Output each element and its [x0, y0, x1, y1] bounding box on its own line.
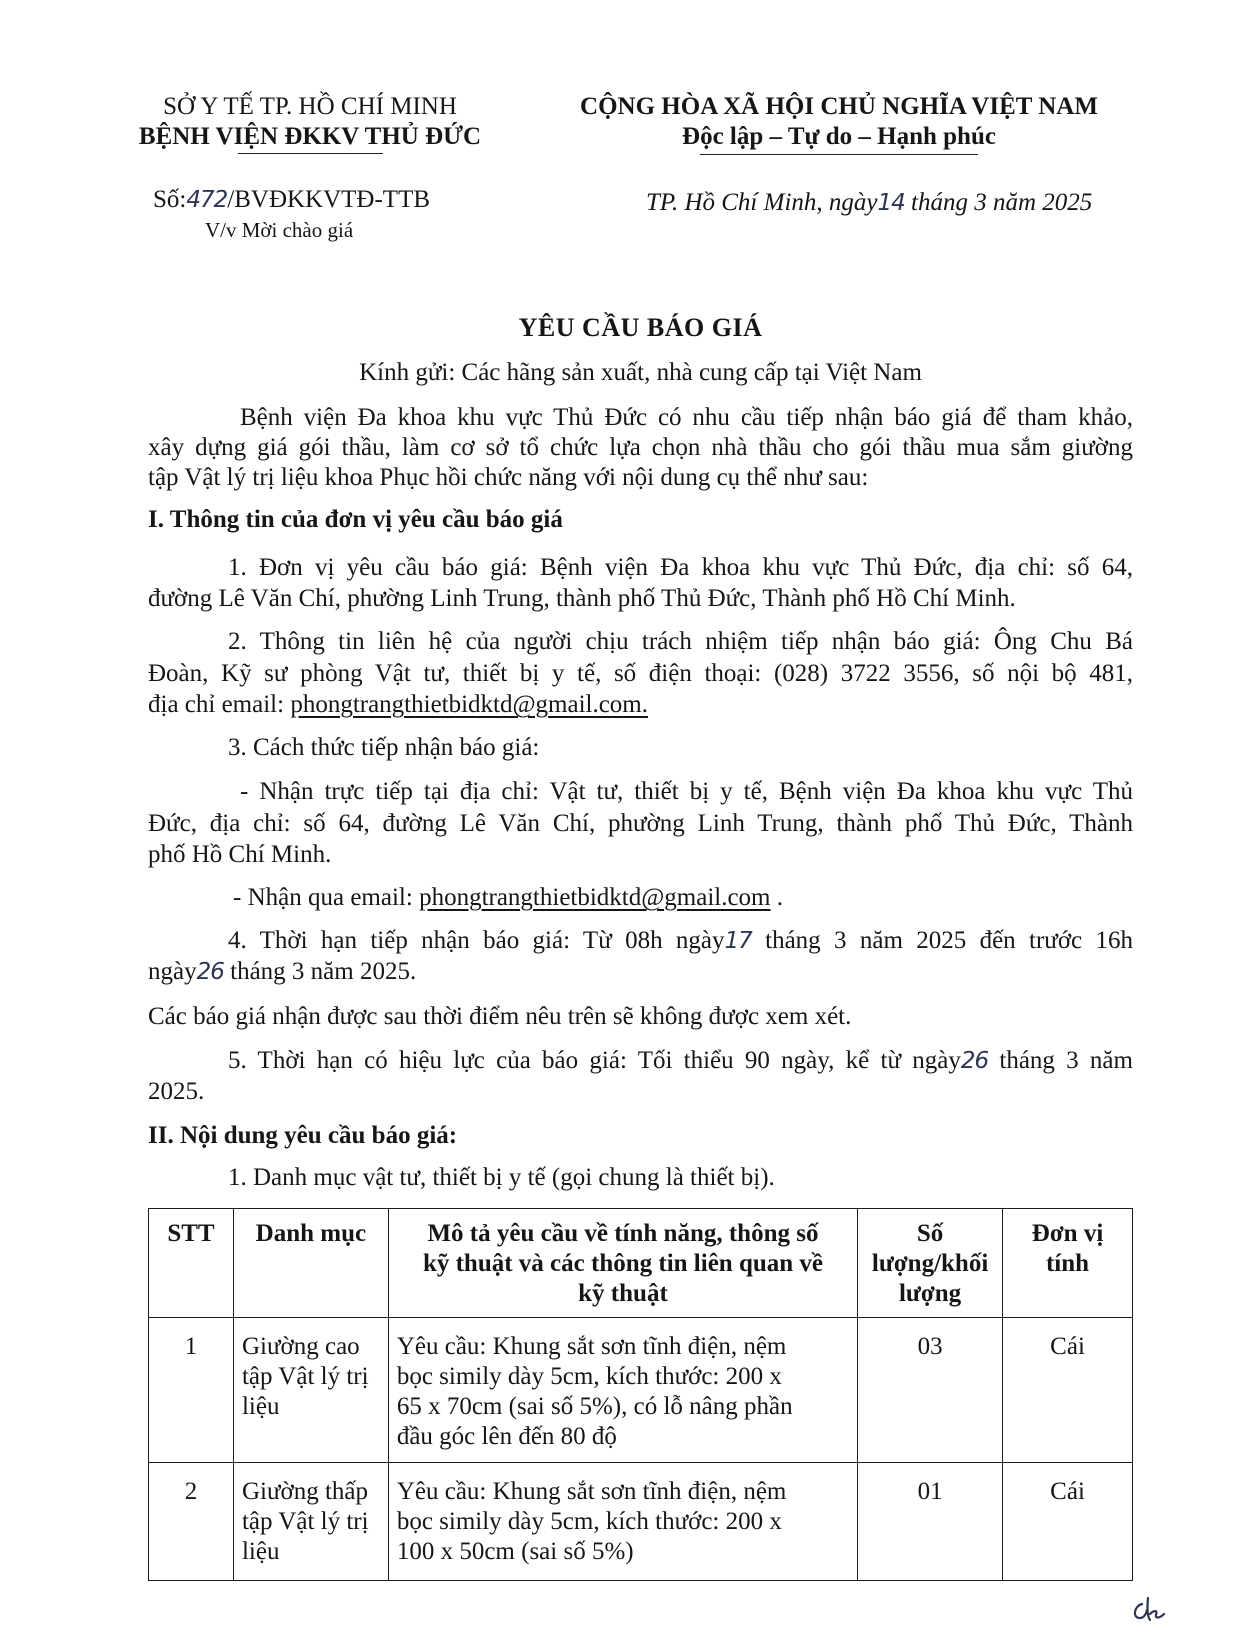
s1-p2-line-2: Đoàn, Kỹ sư phòng Vật tư, thiết bị y tế, số điện thoại: (028) 3722 3556, số nội bộ 481, — [148, 660, 1133, 687]
motto: Độc lập – Tự do – Hạnh phúc — [682, 123, 996, 150]
intro-line-3: tập Vật lý trị liệu khoa Phục hồi chức năng với nội dung cụ thể như sau: — [148, 464, 869, 491]
equipment-table — [148, 1208, 1133, 1581]
doc-no-suffix: /BVĐKKVTĐ-TTB — [227, 186, 431, 213]
p5-rest: tháng 3 năm — [988, 1047, 1133, 1074]
col-unit: Đơn vị tính — [1003, 1209, 1133, 1318]
issue-date — [646, 188, 1092, 218]
s1-p1-line-1: 1. Đơn vị yêu cầu báo giá: Bệnh viện Đa khoa khu vực Thủ Đức, địa chỉ: số 64, — [228, 554, 1133, 581]
hospital-underline — [238, 153, 383, 154]
org-name: SỞ Y TẾ TP. HỒ CHÍ MINH — [163, 93, 457, 120]
document-title: YÊU CẦU BÁO GIÁ — [518, 313, 763, 342]
row-name: Giường cao tập Vật lý trị liệu — [233, 1318, 388, 1463]
country-name: CỘNG HÒA XÃ HỘI CHỦ NGHĨA VIỆT NAM — [580, 93, 1098, 120]
s1-p2-line-3 — [148, 690, 1133, 720]
table-row — [149, 1463, 1133, 1581]
s1-p2-line-1: 2. Thông tin liên hệ của người chịu trách nhiệm tiếp nhận báo giá: Ông Chu Bá — [228, 628, 1133, 655]
s1-p3a-line-3: phố Hồ Chí Minh. — [148, 841, 332, 868]
email-period: . — [770, 884, 784, 911]
row-description: Yêu cầu: Khung sắt sơn tĩnh điện, nệm bọc simily dày 5cm, kích thước: 200 x 100 x 50cm (sai số 5%) — [388, 1463, 857, 1581]
hospital-name: BỆNH VIỆN ĐKKV THỦ ĐỨC — [138, 123, 482, 150]
s2-sub-1: 1. Danh mục vật tư, thiết bị y tế (gọi chung là thiết bị). — [228, 1164, 775, 1191]
p5-label: 5. Thời hạn có hiệu lực của báo giá: Tối thiểu 90 ngày, kể từ ngày — [228, 1047, 961, 1074]
intro-line-1: Bệnh viện Đa khoa khu vực Thủ Đức có nhu cầu tiếp nhận báo giá để tham khảo, — [240, 404, 1133, 431]
s1-p5-line-1 — [228, 1046, 1133, 1076]
row-unit: Cái — [1003, 1318, 1133, 1463]
s1-p1-line-2: đường Lê Văn Chí, phường Linh Trung, thành phố Thủ Đức, Thành phố Hồ Chí Minh. — [148, 585, 1016, 612]
initials-mark-icon — [1128, 1596, 1168, 1630]
row-name: Giường thấp tập Vật lý trị liệu — [233, 1463, 388, 1581]
row-unit: Cái — [1003, 1463, 1133, 1581]
table-header-row — [149, 1209, 1133, 1318]
contact-email-link[interactable]: phongtrangthietbidktd@gmail.com. — [290, 691, 649, 718]
p4-to-rest: tháng 3 năm 2025. — [223, 958, 417, 985]
s1-p3: 3. Cách thức tiếp nhận báo giá: — [228, 734, 540, 761]
s1-p3a-line-1: - Nhận trực tiếp tại địa chỉ: Vật tư, thiết bị y tế, Bệnh viện Đa khoa khu vực Thủ — [240, 778, 1133, 805]
row-stt: 1 — [149, 1318, 234, 1463]
p4-day1-handwritten: 17 — [724, 928, 752, 954]
col-quantity: Số lượng/khối lượng — [858, 1209, 1003, 1318]
p4-day2-handwritten: 26 — [196, 959, 224, 985]
section-1-heading: I. Thông tin của đơn vị yêu cầu báo giá — [148, 506, 563, 533]
s1-p3b — [233, 883, 1218, 913]
p4-to-label: ngày — [148, 958, 197, 985]
recipient-line: Kính gửi: Các hãng sản xuất, nhà cung cấp tại Việt Nam — [359, 359, 922, 386]
col-stt: STT — [149, 1209, 234, 1318]
row-stt: 2 — [149, 1463, 234, 1581]
table-row — [149, 1318, 1133, 1463]
s1-p4-note: Các báo giá nhận được sau thời điểm nêu trên sẽ không được xem xét. — [148, 1003, 852, 1030]
doc-no-handwritten: 472 — [186, 187, 228, 213]
s1-p4-line-2 — [148, 957, 1133, 987]
col-name: Danh mục — [233, 1209, 388, 1318]
document-number — [153, 185, 430, 215]
row-quantity: 03 — [858, 1318, 1003, 1463]
email-label: địa chỉ email: — [148, 691, 291, 718]
receive-email-link[interactable]: phongtrangthietbidktd@gmail.com — [419, 884, 771, 911]
p5-day-handwritten: 26 — [960, 1048, 989, 1074]
date-suffix: tháng 3 năm 2025 — [911, 189, 1093, 216]
p4-from-label: 4. Thời hạn tiếp nhận báo giá: Từ 08h ngày — [228, 927, 725, 954]
doc-no-prefix: Số: — [153, 186, 187, 213]
motto-underline — [700, 154, 978, 155]
s1-p5-line-2: 2025. — [148, 1078, 205, 1105]
s1-p3a-line-2: Đức, địa chỉ: số 64, đường Lê Văn Chí, phường Linh Trung, thành phố Thủ Đức, Thành — [148, 810, 1133, 837]
subject-line: V/v Mời chào giá — [205, 218, 354, 242]
date-prefix: TP. Hồ Chí Minh, ngày — [646, 189, 878, 216]
intro-line-2: xây dựng giá gói thầu, làm cơ sở tổ chức lựa chọn nhà thầu cho gói thầu mua sắm giường — [148, 434, 1133, 461]
p4-from-rest: tháng 3 năm 2025 đến trước 16h — [751, 927, 1133, 954]
col-description: Mô tả yêu cầu về tính năng, thông số kỹ thuật và các thông tin liên quan về kỹ thuật — [388, 1209, 857, 1318]
date-day-handwritten: 14 — [877, 190, 905, 216]
email-receive-label: - Nhận qua email: — [233, 884, 420, 911]
row-quantity: 01 — [858, 1463, 1003, 1581]
s1-p4-line-1 — [228, 926, 1133, 956]
section-2-heading: II. Nội dung yêu cầu báo giá: — [148, 1122, 458, 1149]
row-description: Yêu cầu: Khung sắt sơn tĩnh điện, nệm bọc simily dày 5cm, kích thước: 200 x 65 x 70cm (sai số 5%), có lỗ nâng phần đầu góc lên đến 80 độ — [388, 1318, 857, 1463]
